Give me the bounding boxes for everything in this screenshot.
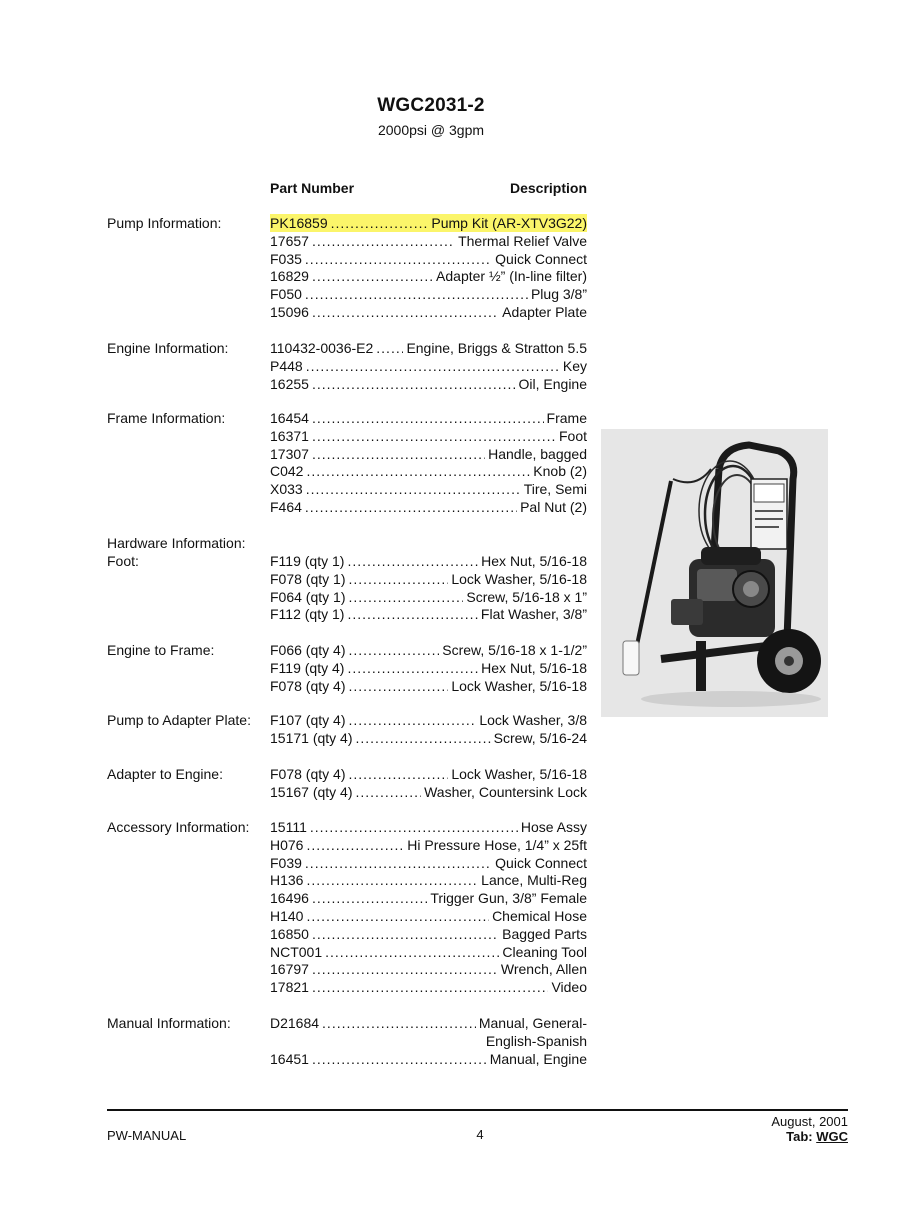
- leader-dots: [347, 552, 478, 570]
- footer-tab-value: WGC: [816, 1129, 848, 1144]
- part-description: Foot: [558, 427, 587, 444]
- leader-dots: [322, 1014, 476, 1032]
- part-description: Knob (2): [533, 463, 587, 480]
- parts-list-item: [270, 375, 587, 393]
- leader-dots: [376, 339, 403, 357]
- part-number: F119 (qty 1): [270, 553, 345, 569]
- leader-dots: [312, 960, 498, 978]
- parts-list-item: [270, 907, 587, 925]
- document-subtitle: 2000psi @ 3gpm: [377, 122, 485, 138]
- footer-date-tab: [771, 1114, 848, 1144]
- leader-dots: [306, 462, 530, 480]
- footer-tab-label: Tab:: [786, 1129, 813, 1144]
- part-number: 16829: [270, 268, 309, 285]
- part-description: Pump Kit (AR-XTV3G22): [431, 215, 587, 231]
- part-number: F050: [270, 286, 302, 303]
- parts-list-item: [270, 836, 587, 854]
- page-number: 4: [476, 1127, 484, 1142]
- part-description: Lock Washer, 5/16-18: [451, 570, 587, 587]
- parts-list-item: [270, 588, 587, 606]
- leader-dots: [347, 605, 477, 623]
- leader-dots: [310, 818, 518, 836]
- part-description: Screw, 5/16-18 x 1-1/2”: [442, 642, 587, 658]
- foot-section-label: Foot:: [107, 553, 139, 569]
- leader-dots: [312, 978, 549, 996]
- adapter-to-engine-label: Adapter to Engine:: [107, 766, 223, 782]
- part-number: F064 (qty 1): [270, 588, 346, 605]
- leader-dots: [325, 943, 499, 961]
- part-description: Hex Nut, 5/16-18: [481, 553, 587, 569]
- leader-dots: [306, 480, 521, 498]
- part-number: F078 (qty 4): [270, 766, 346, 782]
- part-description: Wrench, Allen: [500, 961, 587, 978]
- pump-section-label: Pump Information:: [107, 215, 222, 231]
- part-description: Lock Washer, 5/16-18: [451, 766, 587, 782]
- part-number: PK16859: [270, 215, 328, 231]
- part-number: F112 (qty 1): [270, 606, 345, 623]
- footer-date: August, 2001: [771, 1114, 848, 1129]
- parts-list-item: [270, 729, 587, 747]
- parts-list-item: [270, 889, 587, 907]
- part-number: 17821: [270, 979, 309, 996]
- leader-dots: [348, 588, 463, 606]
- part-number: 16255: [270, 375, 309, 392]
- parts-list-item: [270, 605, 587, 623]
- part-number: 15096: [270, 304, 309, 320]
- part-description: Screw, 5/16-24: [493, 729, 587, 746]
- leader-dots: [347, 659, 478, 677]
- parts-list-item: [270, 818, 587, 836]
- manual-section-label: Manual Information:: [107, 1015, 231, 1031]
- part-description: Tire, Semi: [523, 481, 587, 498]
- parts-list-item: [270, 783, 587, 801]
- parts-list-item: [270, 854, 587, 872]
- part-number-header: Part Number: [270, 180, 355, 196]
- leader-dots: [312, 409, 544, 427]
- part-description: Adapter Plate: [502, 304, 587, 320]
- part-description: Oil, Engine: [518, 375, 587, 392]
- parts-list-item: [270, 871, 587, 889]
- hardware-section-label: Hardware Information:: [107, 535, 246, 551]
- leader-dots: [312, 303, 499, 321]
- part-description: Handle, bagged: [488, 445, 587, 462]
- leader-dots: [312, 375, 516, 393]
- leader-dots: [306, 357, 560, 375]
- part-number: H136: [270, 872, 304, 889]
- part-description: Hex Nut, 5/16-18: [481, 659, 587, 676]
- part-description: Trigger Gun, 3/8” Female: [430, 890, 587, 907]
- part-number: 17307: [270, 445, 309, 462]
- parts-list-item: [270, 978, 587, 996]
- description-header: Description: [509, 180, 587, 196]
- part-description: Lance, Multi-Reg: [481, 872, 587, 889]
- leader-dots: [331, 214, 429, 232]
- part-description: Bagged Parts: [502, 925, 587, 942]
- parts-list-item: [270, 250, 587, 268]
- parts-list-item: [270, 267, 587, 285]
- part-description: Quick Connect: [495, 250, 587, 267]
- parts-list-item: [270, 552, 587, 570]
- part-number: F078 (qty 4): [270, 677, 346, 694]
- leader-dots: [356, 783, 422, 801]
- parts-list-item: [270, 659, 587, 677]
- part-description: Manual, General-: [478, 1015, 587, 1031]
- leader-dots: [348, 677, 448, 695]
- leader-dots: [306, 871, 478, 889]
- leader-dots: [312, 445, 485, 463]
- leader-dots: [348, 641, 439, 659]
- part-number: F119 (qty 4): [270, 659, 345, 676]
- leader-dots: [312, 427, 556, 445]
- part-description: Quick Connect: [495, 854, 587, 871]
- accessory-section-label: Accessory Information:: [107, 819, 250, 835]
- part-number: H076: [270, 836, 304, 853]
- leader-dots: [348, 765, 448, 783]
- leader-dots: [312, 1050, 487, 1068]
- parts-list-item: [270, 285, 587, 303]
- pump-to-adapter-label: Pump to Adapter Plate:: [107, 712, 251, 728]
- part-number: 16797: [270, 961, 309, 978]
- parts-list-item: [270, 711, 587, 729]
- engine-section-label: Engine Information:: [107, 340, 229, 356]
- parts-list-item: [270, 925, 587, 943]
- parts-list-item: [270, 427, 587, 445]
- leader-dots: [305, 250, 492, 268]
- column-headers: [270, 180, 587, 196]
- parts-list-item: [270, 462, 587, 480]
- part-description: Hi Pressure Hose, 1/4” x 25ft: [407, 836, 587, 853]
- part-description: Lock Washer, 3/8: [479, 712, 587, 728]
- parts-list-item: [270, 339, 587, 357]
- leader-dots: [348, 711, 476, 729]
- part-description: Manual, Engine: [489, 1051, 587, 1067]
- pressure-washer-photo: [601, 429, 828, 717]
- part-number: 110432-0036-E2: [270, 340, 374, 356]
- frame-section-label: Frame Information:: [107, 410, 226, 426]
- leader-dots: [356, 729, 491, 747]
- part-number: 16454: [270, 410, 309, 426]
- part-number: 16451: [270, 1051, 309, 1067]
- leader-dots: [306, 836, 404, 854]
- parts-list-item: [270, 677, 587, 695]
- part-number: NCT001: [270, 943, 323, 960]
- part-description: Thermal Relief Valve: [458, 232, 587, 249]
- parts-list-item: [270, 409, 587, 427]
- parts-list-item: [270, 232, 587, 250]
- part-number: F035: [270, 250, 302, 267]
- parts-list-item: [270, 943, 587, 961]
- part-number: 15171 (qty 4): [270, 729, 353, 746]
- parts-list-item: [270, 765, 587, 783]
- part-number: F078 (qty 1): [270, 570, 346, 587]
- part-number: D21684: [270, 1015, 320, 1031]
- leader-dots: [348, 570, 448, 588]
- footer-tab: [771, 1129, 848, 1144]
- leader-dots: [312, 232, 455, 250]
- part-number: 15167 (qty 4): [270, 783, 353, 800]
- leader-dots: [305, 285, 528, 303]
- part-description: Lock Washer, 5/16-18: [451, 677, 587, 694]
- part-description: Flat Washer, 3/8”: [480, 606, 587, 623]
- part-description-continuation: English-Spanish: [485, 1033, 587, 1049]
- parts-list-item: [270, 641, 587, 659]
- leader-dots: [312, 889, 427, 907]
- parts-list-item: [270, 1050, 587, 1068]
- part-description: Screw, 5/16-18 x 1”: [466, 588, 587, 605]
- parts-list-item: [270, 498, 587, 516]
- part-number: 16850: [270, 925, 309, 942]
- part-description: Video: [551, 979, 587, 996]
- part-number: F039: [270, 854, 302, 871]
- leader-dots: [305, 498, 517, 516]
- part-description: Hose Assy: [520, 819, 587, 835]
- part-description: Pal Nut (2): [520, 499, 587, 515]
- part-number: P448: [270, 357, 303, 374]
- leader-dots: [305, 854, 492, 872]
- leader-dots: [312, 267, 433, 285]
- engine-to-frame-label: Engine to Frame:: [107, 642, 215, 658]
- parts-list-item: [270, 357, 587, 375]
- part-description: Plug 3/8”: [530, 286, 587, 303]
- part-number: F066 (qty 4): [270, 642, 346, 658]
- pressure-washer-illustration: [601, 429, 828, 717]
- part-number: X033: [270, 481, 303, 498]
- part-number: 17657: [270, 232, 309, 249]
- part-number: C042: [270, 463, 304, 480]
- part-number: 15111: [270, 819, 307, 835]
- parts-list-item: [270, 960, 587, 978]
- part-description: Key: [562, 357, 587, 374]
- part-number: F464: [270, 499, 302, 515]
- footer-divider: [107, 1109, 848, 1111]
- leader-dots: [306, 907, 489, 925]
- part-number: F107 (qty 4): [270, 712, 346, 728]
- parts-list-item: [270, 480, 587, 498]
- footer-manual-name: PW-MANUAL: [107, 1128, 187, 1143]
- part-description: Frame: [546, 410, 587, 426]
- parts-list-item: [270, 214, 587, 232]
- part-description: Engine, Briggs & Stratton 5.5: [406, 340, 587, 356]
- part-number: 16496: [270, 890, 309, 907]
- parts-list-item: [270, 570, 587, 588]
- parts-list-item: [270, 445, 587, 463]
- part-description: Chemical Hose: [492, 908, 587, 924]
- part-description: Washer, Countersink Lock: [424, 783, 587, 800]
- part-number: 16371: [270, 427, 309, 444]
- part-description: Cleaning Tool: [502, 943, 587, 960]
- part-number: H140: [270, 908, 304, 924]
- document-title: WGC2031-2: [377, 95, 485, 116]
- leader-dots: [312, 925, 499, 943]
- part-description: Adapter ½” (In-line filter): [436, 268, 587, 285]
- parts-list-item: [270, 303, 587, 321]
- parts-list-item: [270, 1014, 587, 1032]
